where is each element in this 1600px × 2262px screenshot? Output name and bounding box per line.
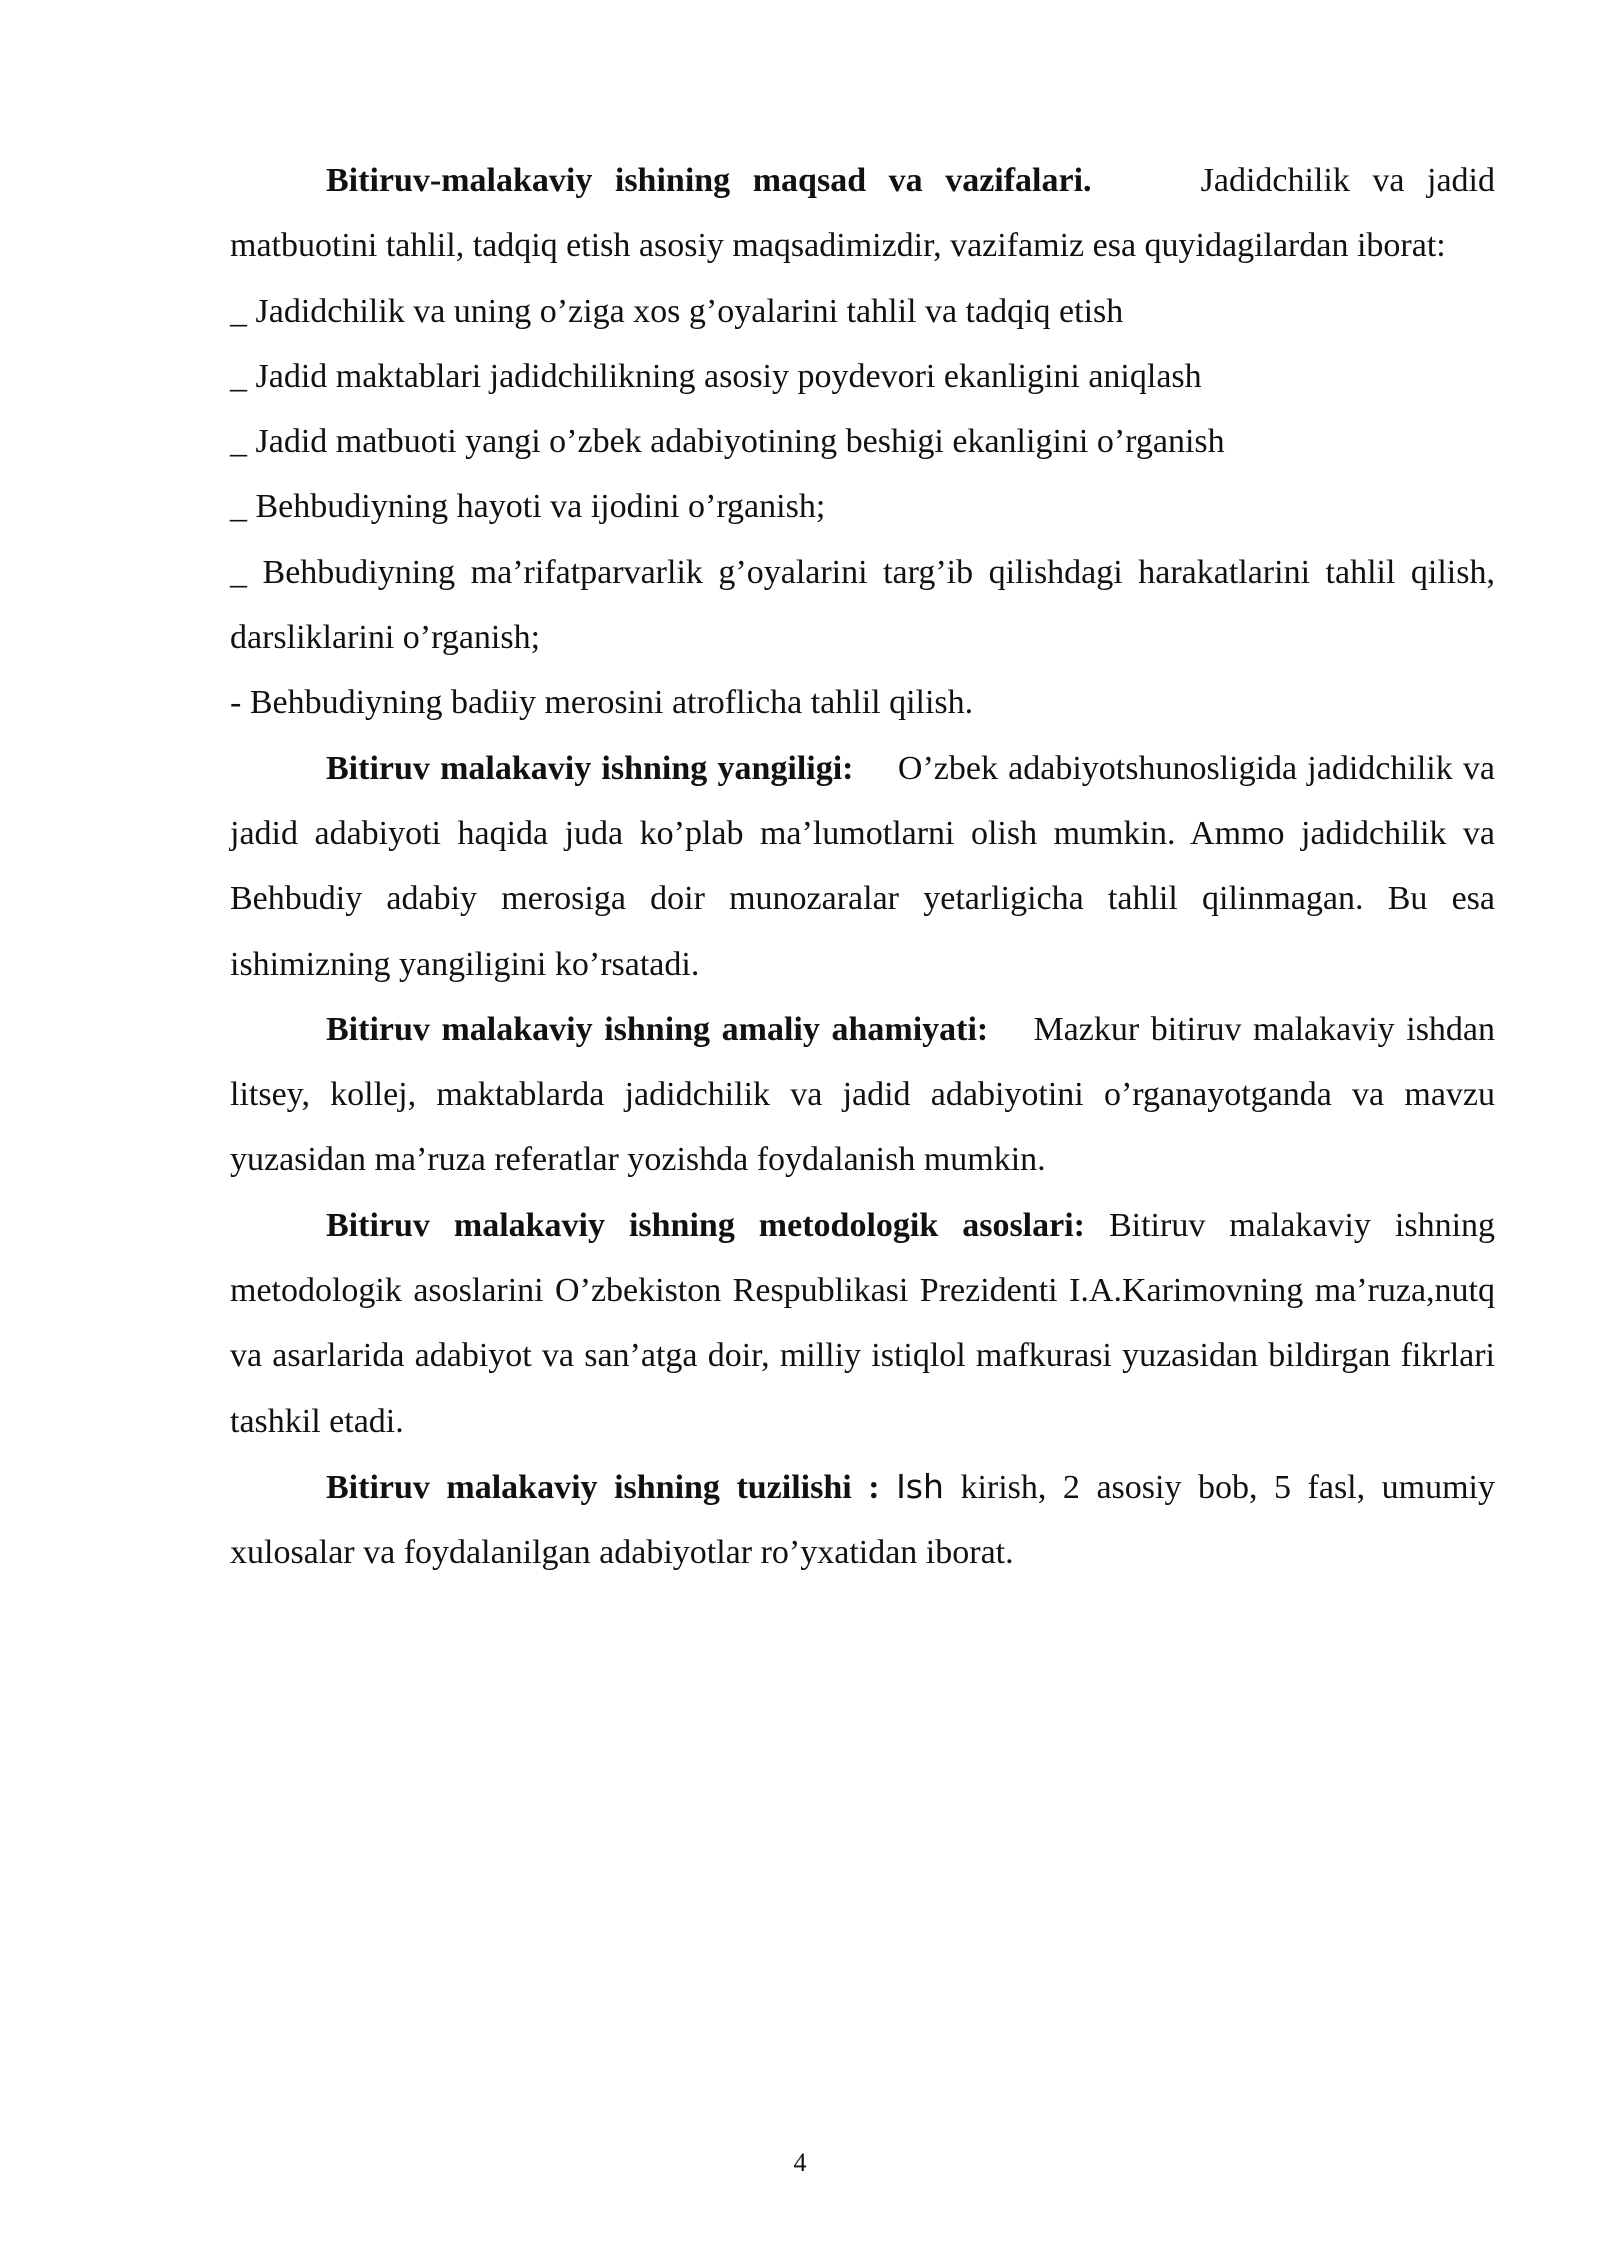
task-item-3: _ Jadid matbuoti yangi o’zbek adabiyotining beshigi ekanligini o’rganish <box>230 423 1225 461</box>
document-page <box>230 148 1495 1586</box>
structure-lead-word: Ish <box>896 1466 944 1506</box>
method-heading: Bitiruv malakaviy ishning metodologik asoslari: <box>326 1206 1085 1244</box>
method-paragraph <box>230 1193 1495 1454</box>
practical-heading: Bitiruv malakaviy ishning amaliy ahamiyati: <box>326 1010 989 1048</box>
task-item-5: _ Behbudiyning ma’rifatparvarlik g’oyalarini targ’ib qilishdagi harakatlarini tahlil qilish, darsliklarini o’rganish; <box>230 553 1495 657</box>
page-number: 4 <box>793 2148 807 2177</box>
novelty-heading: Bitiruv malakaviy ishning yangiligi: <box>326 749 854 787</box>
practical-text: Mazkur bitiruv malakaviy ishdan litsey, kollej, maktablarda jadidchilik va jadid adabiyotini o’rganayotganda va mavzu yuzasidan ma’ruza referatlar yozishda foydalanish mumkin. <box>230 1010 1496 1179</box>
structure-heading: Bitiruv malakaviy ishning tuzilishi : <box>326 1468 880 1506</box>
practical-paragraph <box>230 997 1495 1193</box>
method-text: Bitiruv malakaviy ishning metodologik asoslarini O’zbekiston Respublikasi Prezidenti I.A.Karimovning ma’ruza,nutq va asarlarida adabiyot va san’atga doir, milliy istiqlol mafkurasi yuzasidan bildirgan fikrlari tashkil etadi. <box>230 1206 1496 1440</box>
structure-text: kirish, 2 asosiy bob, 5 fasl, umumiy xulosalar va foydalanilgan adabiyotlar ro’yxatidan iborat. <box>230 1468 1495 1572</box>
task-item-6: - Behbudiyning badiiy merosini atroflicha tahlil qilish. <box>230 684 974 722</box>
task-item-2: _ Jadid maktablari jadidchilikning asosiy poydevori ekanligini aniqlash <box>230 357 1202 395</box>
task-item-1: _ Jadidchilik va uning o’ziga xos g’oyalarini tahlil va tadqiq etish <box>230 292 1124 330</box>
goals-text: Jadidchilik va jadid matbuotini tahlil, tadqiq etish asosiy maqsadimizdir, vazifamiz esa quyidagilardan iborat: <box>230 162 1495 265</box>
goals-paragraph <box>230 148 1495 279</box>
novelty-text: O’zbek adabiyotshunosligida jadidchilik va jadid adabiyoti haqida juda ko’plab ma’lumotlarni olish mumkin. Ammo jadidchilik va Behbudiy adabiy merosiga doir munozaralar yetarligicha tahlil qilinmagan. Bu esa ishimizning yangiligini ko’rsatadi. <box>230 749 1496 983</box>
novelty-paragraph <box>230 736 1495 997</box>
goals-heading: Bitiruv-malakaviy ishining maqsad va vazifalari. <box>326 162 1092 199</box>
structure-paragraph <box>230 1454 1495 1586</box>
task-item-4: _ Behbudiyning hayoti va ijodini o’rganish; <box>230 488 826 526</box>
